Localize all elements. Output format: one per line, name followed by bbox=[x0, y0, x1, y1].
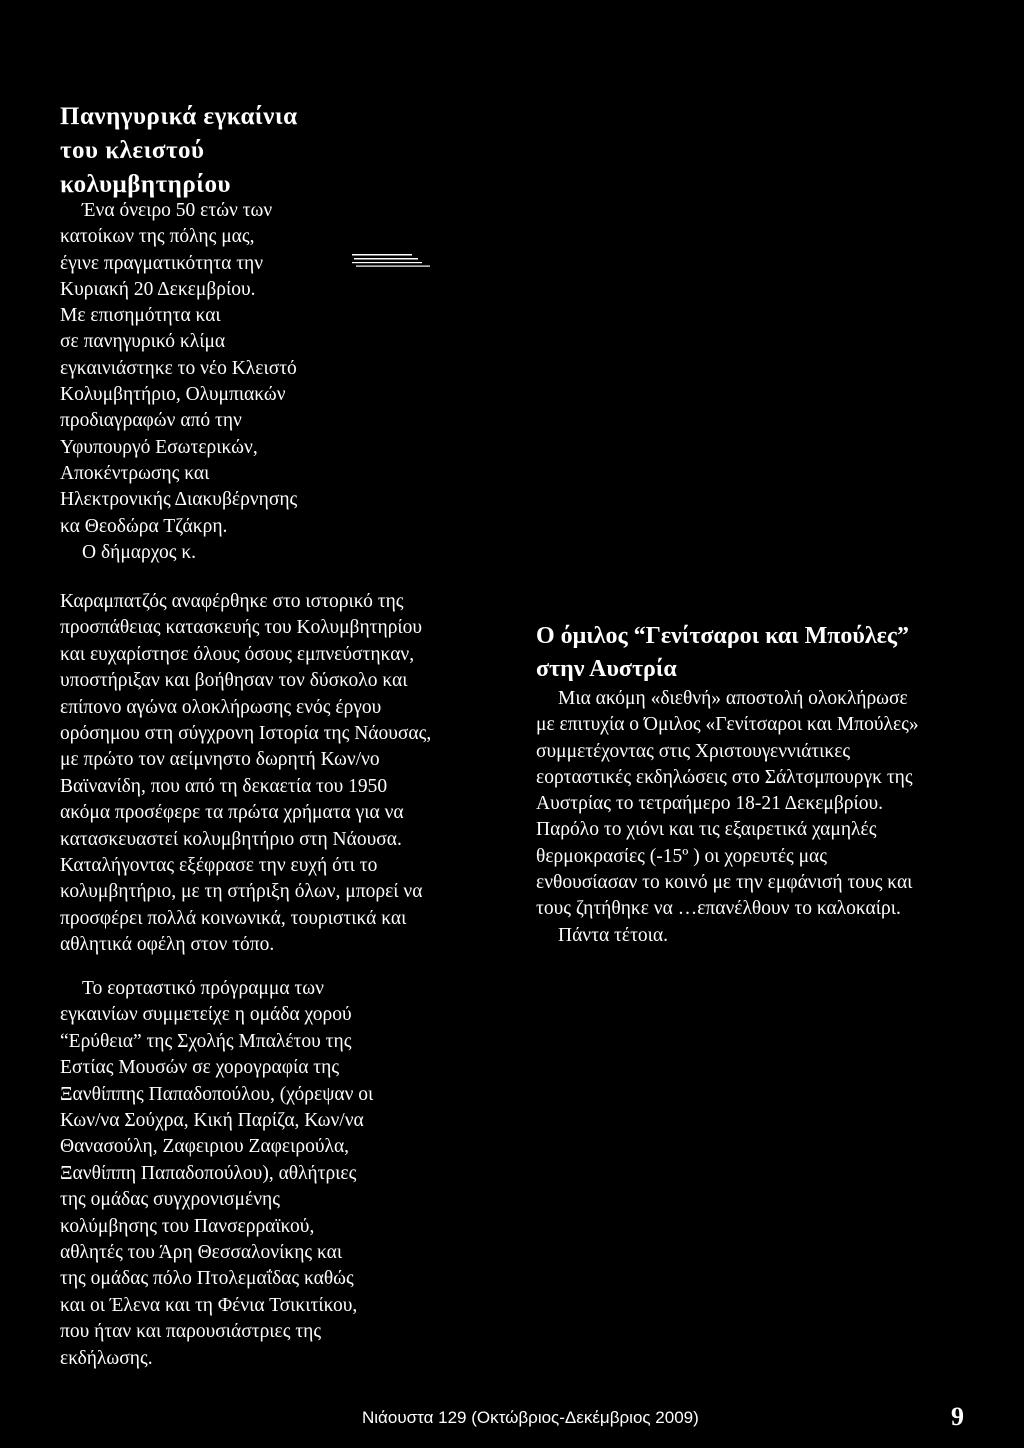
text-line: εκδήλωσης. bbox=[60, 1347, 153, 1369]
left-article-title bbox=[60, 100, 298, 202]
text-line: και ευχαρίστησε όλους όσους εμπνεύστηκαν, bbox=[60, 643, 415, 665]
text-line: κατασκευαστεί κολυμβητήριο στη Νάουσα. bbox=[60, 828, 402, 850]
text-line: προσφέρει πολλά κοινωνικά, τουριστικά και bbox=[60, 907, 407, 929]
page-number: 9 bbox=[951, 1402, 964, 1431]
text-line: Πάντα τέτοια. bbox=[558, 924, 668, 946]
text-line: Αυστρίας το τετραήμερο 18-21 Δεκεμβρίου. bbox=[536, 793, 884, 815]
text-line: Το εορταστικό πρόγραμμα των bbox=[82, 978, 324, 999]
text-line: συμμετέχοντας στις Χριστουγεννιάτικες bbox=[536, 740, 851, 762]
title-line: Πανηγυρικά εγκαίνια bbox=[60, 103, 298, 130]
text-line: Καταλήγοντας εξέφρασε την ευχή ότι το bbox=[60, 855, 378, 877]
text-line: θερμοκρασίες (-15º ) οι χορευτές μας bbox=[536, 845, 827, 867]
text-line: υποστήριξαν και βοήθησαν τον δύσκολο και bbox=[60, 670, 408, 692]
text-line: προσπάθειας κατασκευής του Κολυμβητηρίου bbox=[60, 617, 423, 639]
text-line: Κων/να Σούχρα, Κική Παρίζα, Κων/να bbox=[60, 1110, 364, 1132]
text-line: Ξανθίππης Παπαδοπούλου, (χόρεψαν οι bbox=[60, 1083, 374, 1105]
text-line: με επιτυχία ο Όμιλος «Γενίτσαροι και Μπούλες» bbox=[536, 714, 919, 736]
text-line: Υφυπουργό Εσωτερικών, bbox=[60, 436, 258, 458]
text-line: της ομάδας συγχρονισμένης bbox=[60, 1189, 280, 1211]
text-line: Θανασούλη, Ζαφειριου Ζαφειρούλα, bbox=[60, 1136, 350, 1158]
text-line: ακόμα προσέφερε τα πρώτα χρήματα για να bbox=[60, 802, 404, 824]
text-line: με πρώτο τον αείμνηστο δωρητή Κων/νο bbox=[60, 749, 380, 771]
text-line: κολύμβησης του Πανσερραϊκού, bbox=[60, 1215, 315, 1237]
text-line: Μια ακόμη «διεθνή» αποστολή ολοκλήρωσε bbox=[558, 688, 908, 709]
text-line: αθλητικά οφέλη στον τόπο. bbox=[60, 934, 275, 956]
text-line: “Ερύθεια” της Σχολής Μπαλέτου της bbox=[60, 1030, 352, 1052]
text-line: σε πανηγυρικό κλίμα bbox=[60, 331, 226, 353]
text-line: κατοίκων της πόλης μας, bbox=[60, 226, 255, 248]
text-line: Ένα όνειρο 50 ετών των bbox=[82, 200, 273, 221]
text-line: Κυριακή 20 Δεκεμβρίου. bbox=[60, 278, 256, 300]
text-line: αθλητές του Άρη Θεσσαλονίκης και bbox=[60, 1242, 343, 1264]
text-line: εορταστικές εκδηλώσεις στο Σάλτσμπουργκ της bbox=[536, 766, 913, 788]
text-line: Εστίας Μουσών σε χορογραφία της bbox=[60, 1057, 340, 1079]
text-line: που ήταν και παρουσιάστριες της bbox=[60, 1321, 322, 1343]
text-line: ενθουσίασαν το κοινό με την εμφάνισή τους και bbox=[536, 872, 913, 894]
text-line: προδιαγραφών από την bbox=[60, 410, 242, 432]
title-line: στην Αυστρία bbox=[536, 656, 677, 682]
text-line: τους ζητήθηκε να …επανέλθουν το καλοκαίρι. bbox=[536, 898, 901, 920]
text-line: κα Θεοδώρα Τζάκρη. bbox=[60, 515, 228, 537]
text-line: Ξανθίππη Παπαδοπούλου), αθλήτριες bbox=[60, 1162, 357, 1184]
title-line: του κλειστού bbox=[60, 137, 205, 164]
text-line: εγκαινιάστηκε το νέο Κλειστό bbox=[60, 357, 297, 379]
text-line: Καραμπατζός αναφέρθηκε στο ιστορικό της bbox=[60, 591, 404, 612]
text-line: Κολυμβητήριο, Ολυμπιακών bbox=[60, 384, 286, 406]
title-line: κολυμβητηρίου bbox=[60, 171, 231, 198]
text-line: Ο δήμαρχος κ. bbox=[82, 541, 197, 563]
publication-footer: Νιάουστα 129 (Οκτώβριος-Δεκέμβριος 2009) bbox=[362, 1408, 699, 1427]
text-line: επίπονο αγώνα ολοκλήρωσης ενός έργου bbox=[60, 696, 382, 718]
left-article-paragraph-1 bbox=[60, 198, 360, 566]
text-line: Ηλεκτρονικής Διακυβέρνησης bbox=[60, 489, 298, 511]
text-line: της ομάδας πόλο Πτολεμαΐδας καθώς bbox=[60, 1268, 354, 1290]
decorative-rule bbox=[352, 254, 432, 270]
text-line: Βαϊνανίδη, που από τη δεκαετία του 1950 bbox=[60, 775, 388, 797]
right-article-paragraph bbox=[536, 686, 986, 949]
text-line: Παρόλο το χιόνι και τις εξαιρετικά χαμηλές bbox=[536, 819, 877, 841]
text-line: εγκαινίων συμμετείχε η ομάδα χορού bbox=[60, 1004, 352, 1026]
text-line: Αποκέντρωσης και bbox=[60, 462, 210, 484]
right-article-title bbox=[536, 620, 909, 686]
text-line: κολυμβητήριο, με τη στήριξη όλων, μπορεί να bbox=[60, 881, 423, 903]
text-line: και οι Έλενα και τη Φένια Τσικιτίκου, bbox=[60, 1294, 358, 1316]
text-line: έγινε πραγματικότητα την bbox=[60, 252, 264, 274]
left-article-paragraph-2 bbox=[60, 589, 510, 959]
text-line: ορόσημου στη σύγχρονη Ιστορία της Νάουσας, bbox=[60, 723, 432, 745]
text-line: Με επισημότητα και bbox=[60, 305, 221, 327]
left-article-paragraph-3 bbox=[60, 976, 460, 1372]
title-line: Ο όμιλος “Γενίτσαροι και Μπούλες” bbox=[536, 623, 910, 649]
